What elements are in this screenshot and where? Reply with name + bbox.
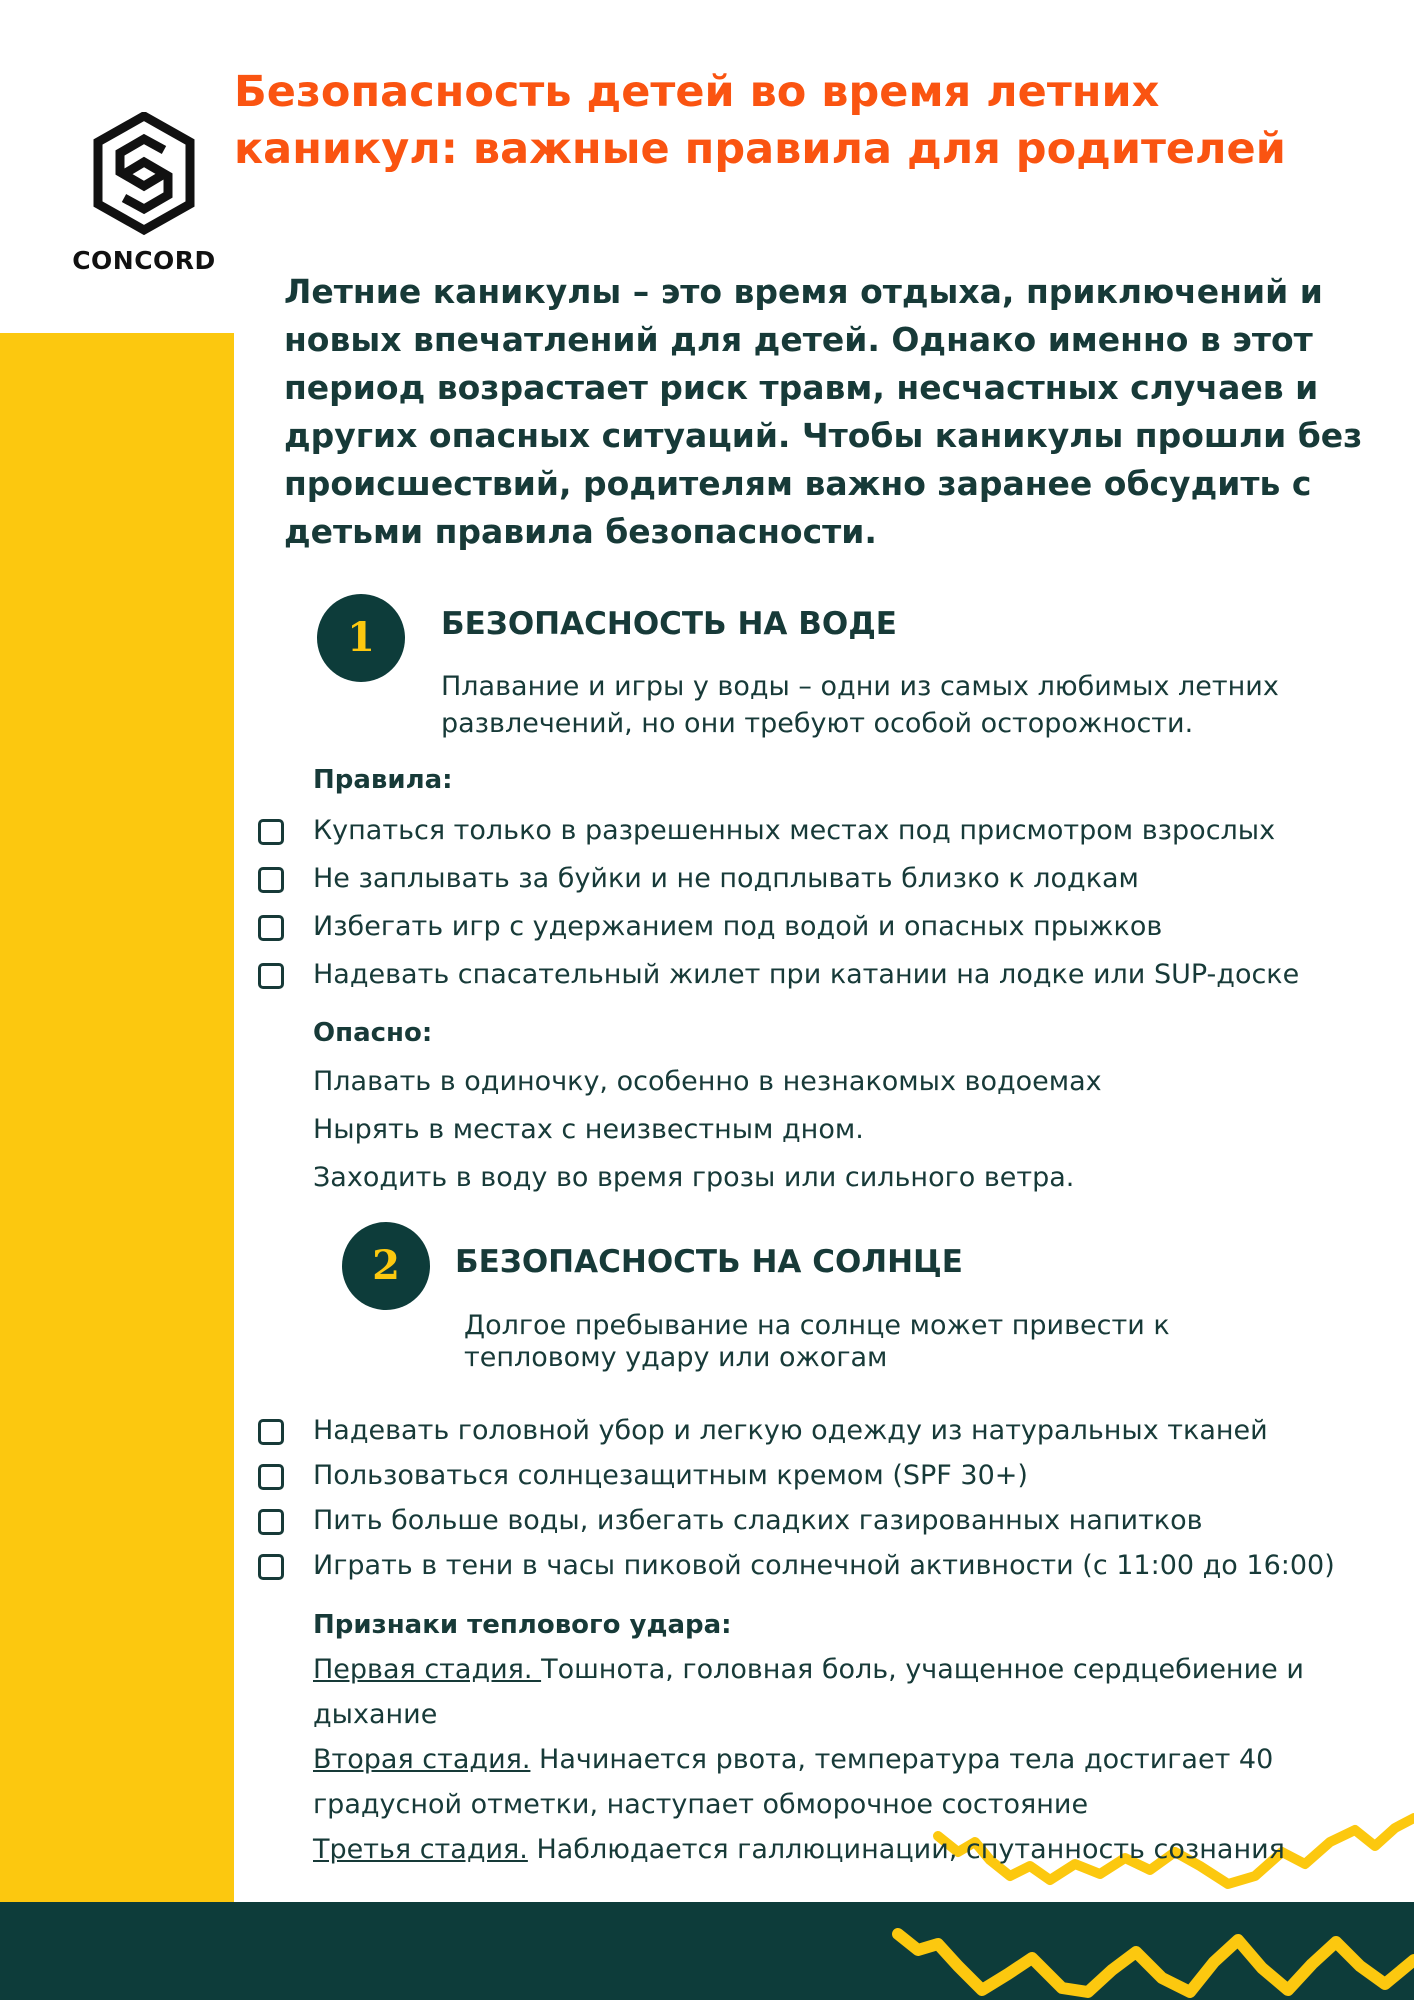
stage-1 <box>313 1647 1313 1737</box>
section-2-title: БЕЗОПАСНОСТЬ НА СОЛНЦЕ <box>455 1244 963 1280</box>
stage-2-text: Начинается рвота, температура тела достигает 40 градусной отметки, наступает обморочное состояние <box>313 1744 1274 1820</box>
list-item: Нырять в местах с неизвестным дном. <box>313 1114 864 1145</box>
checkbox[interactable] <box>258 867 284 893</box>
stage-2-label: Вторая стадия. <box>313 1744 531 1775</box>
list-item: Плавать в одиночку, особенно в незнакомых водоемах <box>313 1066 1102 1097</box>
list-item: Играть в тени в часы пиковой солнечной активности (с 11:00 до 16:00) <box>258 1543 1388 1588</box>
checkbox[interactable] <box>258 1464 284 1490</box>
intro-paragraph: Летние каникулы – это время отдыха, приключений и новых впечатлений для детей. Однако именно в этот период возрастает риск травм, несчастных случаев и других опасных ситуаций. Чтобы каникулы прошли без происшествий, родителям важно заранее обсудить с детьми правила безопасности. <box>284 272 1363 551</box>
checkbox[interactable] <box>258 915 284 941</box>
list-item: Не заплывать за буйки и не подплывать близко к лодкам <box>258 855 1388 903</box>
list-item: Пить больше воды, избегать сладких газированных напитков <box>258 1498 1388 1543</box>
checkbox[interactable] <box>258 1419 284 1445</box>
yellow-side-bar <box>0 333 234 1903</box>
list-item: Пользоваться солнцезащитным кремом (SPF 30+) <box>258 1453 1388 1498</box>
stage-3-text: Наблюдается галлюцинации, спутанность сознания <box>527 1834 1285 1865</box>
section-1-title: БЕЗОПАСНОСТЬ НА ВОДЕ <box>441 606 897 642</box>
sun-rules-list <box>258 1408 1388 1588</box>
checkbox[interactable] <box>258 1509 284 1535</box>
section-1-description: Плавание и игры у воды – одни из самых любимых летних развлечений, но они требуют особой осторожности. <box>441 671 1279 739</box>
stage-2 <box>313 1737 1313 1827</box>
list-item: Надевать головной убор и легкую одежду из натуральных тканей <box>258 1408 1388 1453</box>
concord-logo <box>62 112 226 275</box>
heatstroke-signs-heading: Признаки теплового удара: <box>313 1610 732 1640</box>
water-rules-list <box>258 807 1388 999</box>
stage-1-label: Первая стадия. <box>313 1654 542 1685</box>
page-title: Безопасность детей во время летних каникул: важные правила для родителей <box>234 67 1286 174</box>
checkbox[interactable] <box>258 963 284 989</box>
list-item: Заходить в воду во время грозы или сильного ветра. <box>313 1162 1075 1193</box>
section-1-danger-heading: Опасно: <box>313 1018 433 1048</box>
concord-hexagon-s-logo-icon <box>92 112 196 244</box>
list-item: Надевать спасательный жилет при катании на лодке или SUP-доске <box>258 951 1388 999</box>
section-2-number-badge: 2 <box>342 1222 430 1310</box>
section-2-description: Долгое пребывание на солнце может привести к тепловому удару или ожогам <box>464 1310 1170 1373</box>
list-item: Купаться только в разрешенных местах под присмотром взрослых <box>258 807 1388 855</box>
footer-band <box>0 1902 1414 2000</box>
section-1-rules-heading: Правила: <box>313 765 453 795</box>
brand-name: CONCORD <box>72 246 216 275</box>
water-dangers-list <box>313 1058 1102 1202</box>
checkbox[interactable] <box>258 1554 284 1580</box>
list-item: Избегать игр с удержанием под водой и опасных прыжков <box>258 903 1388 951</box>
stage-1-text: Тошнота, головная боль, учащенное сердцебиение и дыхание <box>313 1654 1304 1730</box>
heatstroke-stages <box>313 1647 1313 1872</box>
stage-3 <box>313 1827 1313 1872</box>
checkbox[interactable] <box>258 819 284 845</box>
section-1-number-badge: 1 <box>317 594 405 682</box>
stage-3-label: Третья стадия. <box>313 1834 528 1865</box>
